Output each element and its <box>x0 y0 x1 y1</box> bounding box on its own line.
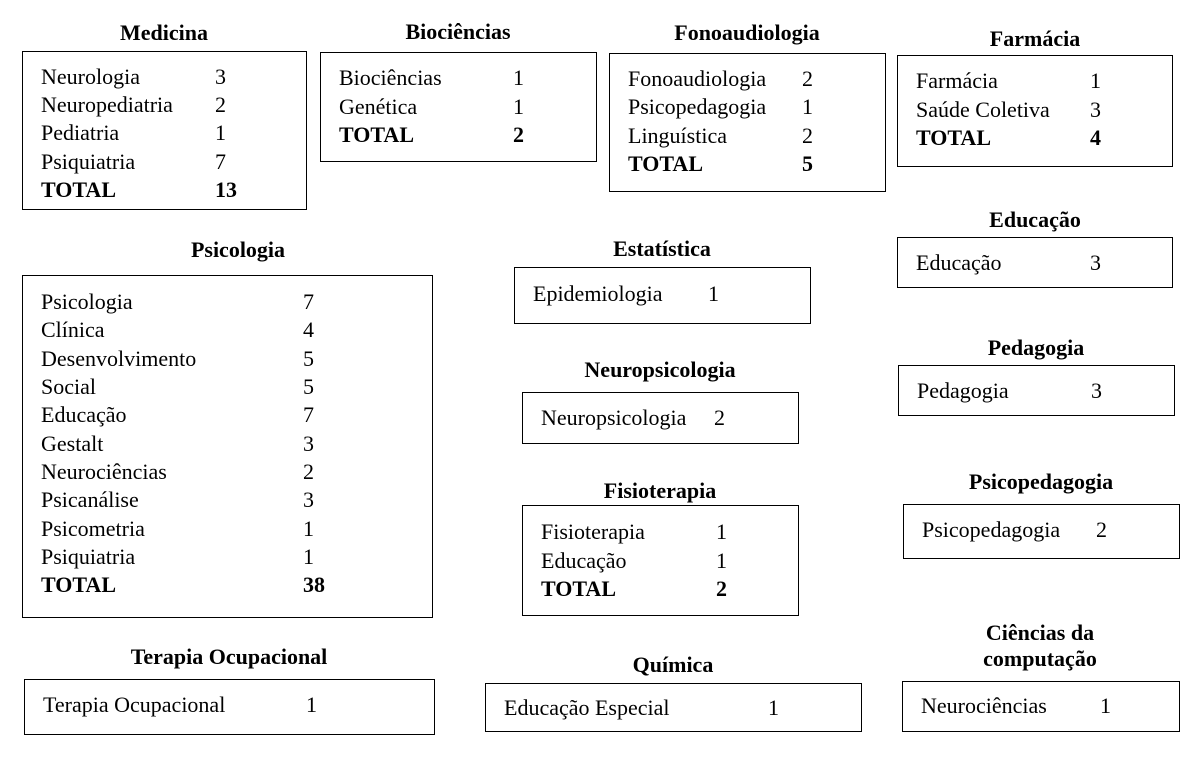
group-title: Química <box>632 652 714 677</box>
item-count: 3 <box>1091 378 1102 403</box>
group-box <box>522 505 799 616</box>
group-box <box>897 237 1173 288</box>
group-title: Educação <box>989 207 1081 232</box>
item-label: Psicometria <box>41 516 145 541</box>
total-label: TOTAL <box>916 125 991 150</box>
item-label: Biociências <box>339 65 442 90</box>
group-title: Medicina <box>120 20 208 45</box>
group-box <box>902 681 1180 732</box>
total-count: 2 <box>716 576 727 601</box>
total-label: TOTAL <box>41 177 116 202</box>
item-count: 2 <box>1096 517 1107 542</box>
group-title: Fonoaudiologia <box>674 20 820 45</box>
item-label: Social <box>41 374 96 399</box>
group-title: Terapia Ocupacional <box>130 644 328 669</box>
total-count: 38 <box>303 572 325 597</box>
item-count: 5 <box>303 374 314 399</box>
item-label: Psicologia <box>41 289 133 314</box>
item-label: Psicopedagogia <box>922 517 1061 542</box>
item-count: 1 <box>303 544 314 569</box>
item-label: Fisioterapia <box>541 519 645 544</box>
item-label: Genética <box>339 94 418 119</box>
item-count: 2 <box>714 405 725 430</box>
total-count: 13 <box>215 177 237 202</box>
group-title: Estatística <box>613 236 711 261</box>
total-count: 2 <box>513 122 524 147</box>
item-count: 3 <box>1090 97 1101 122</box>
group-box <box>903 504 1180 559</box>
item-count: 1 <box>1100 693 1111 718</box>
item-count: 1 <box>303 516 314 541</box>
item-count: 3 <box>303 431 314 456</box>
group-title: Neuropsicologia <box>584 357 736 382</box>
item-count: 1 <box>716 519 727 544</box>
item-count: 1 <box>708 281 719 306</box>
group-box <box>22 51 307 210</box>
group-title: Biociências <box>405 19 511 44</box>
item-label: Psicanálise <box>41 487 139 512</box>
item-label: Farmácia <box>916 68 998 93</box>
item-label: Pedagogia <box>917 378 1009 403</box>
item-count: 1 <box>513 65 524 90</box>
group-box <box>514 267 811 324</box>
item-label: Terapia Ocupacional <box>43 692 226 717</box>
item-label: Linguística <box>628 123 727 148</box>
item-count: 1 <box>1090 68 1101 93</box>
item-count: 7 <box>303 289 314 314</box>
item-label: Clínica <box>41 317 105 342</box>
item-label: Educação <box>41 402 127 427</box>
item-count: 1 <box>306 692 317 717</box>
item-count: 7 <box>303 402 314 427</box>
group-box <box>897 55 1173 167</box>
item-count: 5 <box>303 346 314 371</box>
group-box <box>485 683 862 732</box>
total-count: 5 <box>802 151 813 176</box>
item-label: Educação Especial <box>504 695 670 720</box>
item-label: Neuropsicologia <box>541 405 687 430</box>
group-title <box>902 620 1178 672</box>
item-label: Saúde Coletiva <box>916 97 1050 122</box>
group-title-line: computação <box>983 646 1097 671</box>
item-count: 1 <box>716 548 727 573</box>
total-label: TOTAL <box>628 151 703 176</box>
group-title: Psicologia <box>190 237 286 262</box>
item-label: Psiquiatria <box>41 149 136 174</box>
item-count: 1 <box>215 120 226 145</box>
item-count: 2 <box>802 66 813 91</box>
item-label: Neurociências <box>41 459 167 484</box>
group-box <box>22 275 433 618</box>
item-count: 1 <box>768 695 779 720</box>
group-title: Fisioterapia <box>603 478 717 503</box>
total-label: TOTAL <box>339 122 414 147</box>
item-count: 7 <box>215 149 226 174</box>
item-label: Educação <box>541 548 627 573</box>
item-count: 2 <box>303 459 314 484</box>
item-label: Psicopedagogia <box>628 94 767 119</box>
item-label: Educação <box>916 250 1002 275</box>
item-label: Psiquiatria <box>41 544 136 569</box>
item-label: Pediatria <box>41 120 120 145</box>
item-count: 4 <box>303 317 314 342</box>
group-title: Pedagogia <box>987 335 1085 360</box>
item-count: 2 <box>215 92 226 117</box>
group-box <box>522 392 799 444</box>
group-box <box>898 365 1175 416</box>
item-count: 3 <box>215 64 226 89</box>
total-count: 4 <box>1090 125 1101 150</box>
item-label: Fonoaudiologia <box>628 66 767 91</box>
group-title-line: Ciências da <box>985 620 1095 645</box>
item-count: 1 <box>802 94 813 119</box>
item-count: 3 <box>303 487 314 512</box>
item-label: Neurologia <box>41 64 140 89</box>
group-title: Psicopedagogia <box>968 469 1114 494</box>
group-box <box>24 679 435 735</box>
item-label: Gestalt <box>41 431 104 456</box>
group-box <box>320 52 597 162</box>
total-label: TOTAL <box>541 576 616 601</box>
group-box <box>609 53 886 192</box>
item-label: Desenvolvimento <box>41 346 197 371</box>
item-count: 2 <box>802 123 813 148</box>
item-label: Neurociências <box>921 693 1047 718</box>
total-label: TOTAL <box>41 572 116 597</box>
item-label: Neuropediatria <box>41 92 173 117</box>
item-label: Epidemiologia <box>533 281 663 306</box>
group-title: Farmácia <box>989 26 1081 51</box>
item-count: 1 <box>513 94 524 119</box>
item-count: 3 <box>1090 250 1101 275</box>
